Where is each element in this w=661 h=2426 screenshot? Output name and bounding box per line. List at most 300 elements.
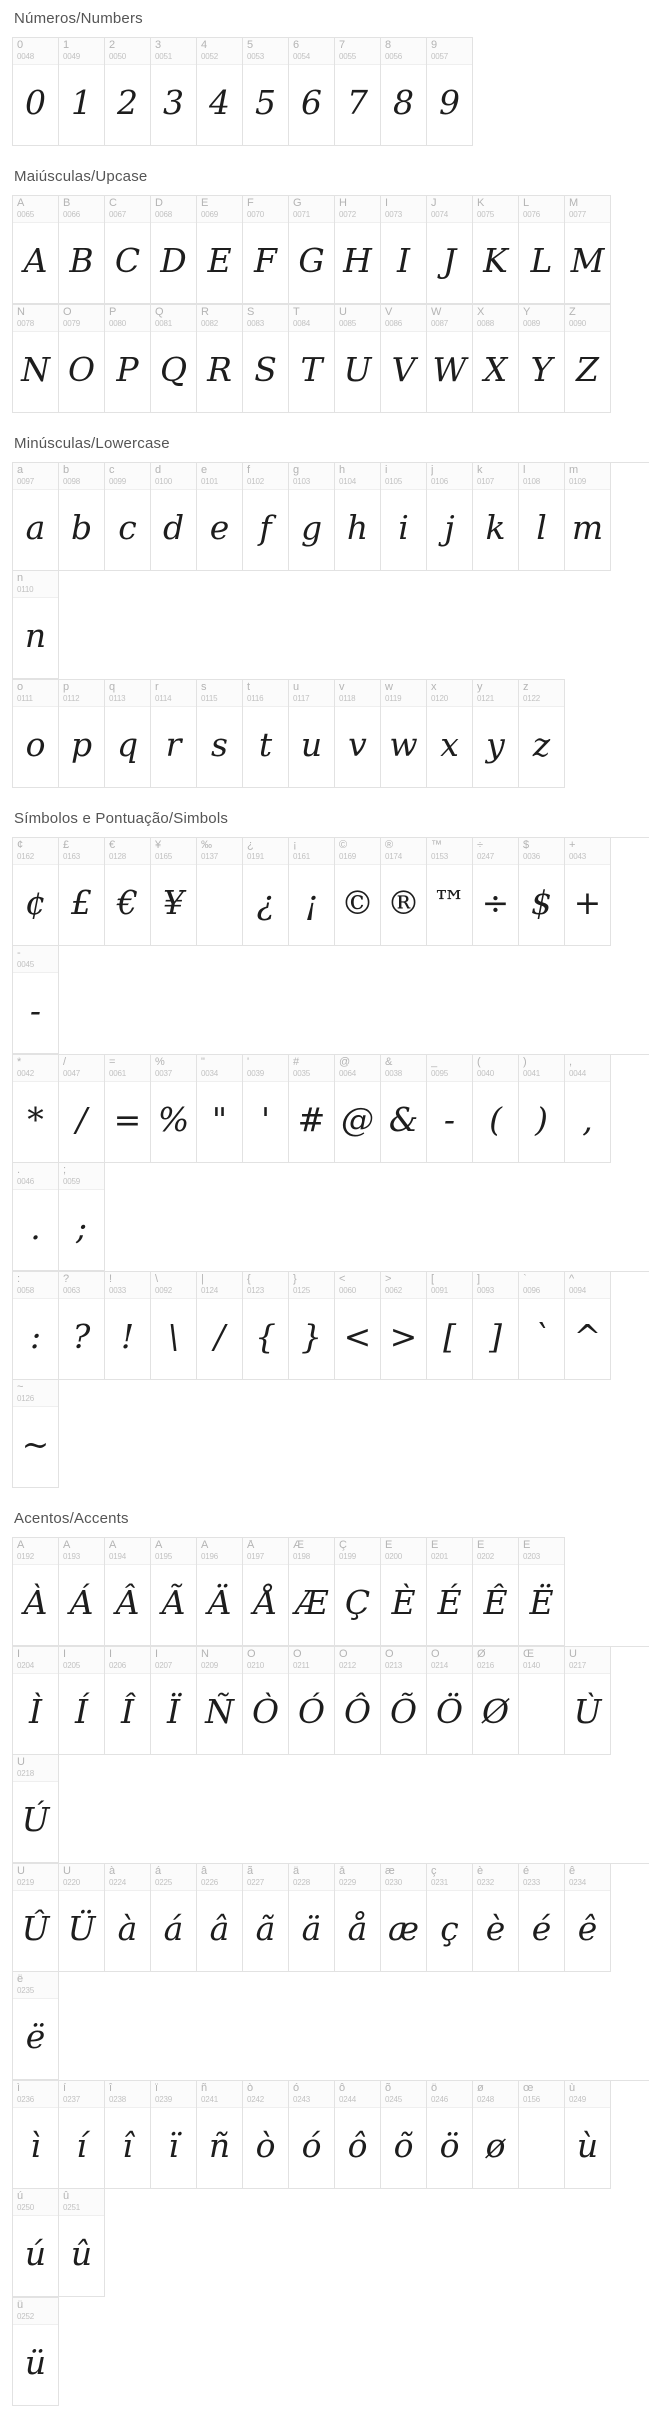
glyph-cell[interactable] (13, 2189, 59, 2297)
glyph-cell[interactable] (335, 38, 381, 146)
glyph-cell[interactable] (105, 838, 151, 946)
glyph-cell[interactable] (13, 1272, 59, 1380)
glyph-cell[interactable] (243, 38, 289, 146)
glyph-char-code: 0140 (523, 1661, 540, 1670)
glyph-cell[interactable] (197, 2081, 243, 2189)
glyph-cell[interactable] (565, 463, 611, 571)
glyph-section (12, 810, 649, 1488)
glyph-preview: Q (159, 349, 188, 389)
glyph-cell[interactable] (197, 38, 243, 146)
glyph-cell[interactable] (565, 1272, 611, 1380)
glyph-cell-header (289, 680, 334, 707)
glyph-char-code: 0236 (17, 2095, 34, 2104)
glyph-cell[interactable] (473, 2081, 519, 2189)
glyph-cell[interactable] (427, 1538, 473, 1646)
glyph-cell-header (289, 196, 334, 223)
glyph-cell[interactable] (243, 2081, 289, 2189)
glyph-cell[interactable] (105, 1272, 151, 1380)
glyph-cell[interactable] (427, 680, 473, 788)
glyph-cell[interactable] (197, 1272, 243, 1380)
glyph-preview: < (343, 1316, 372, 1356)
glyph-char-label: ç (431, 1866, 437, 1877)
glyph-cell[interactable] (427, 196, 473, 304)
glyph-char-label: è (477, 1866, 484, 1877)
glyph-cell[interactable] (519, 463, 565, 571)
glyph-cell[interactable] (381, 1647, 427, 1755)
glyph-preview: W (432, 349, 467, 389)
glyph-cell[interactable] (13, 2081, 59, 2189)
glyph-cell[interactable] (151, 838, 197, 946)
glyph-cell[interactable] (473, 838, 519, 946)
glyph-char-code: 0097 (17, 477, 34, 486)
glyph-char-label: T (293, 307, 300, 318)
glyph-cell[interactable] (243, 1864, 289, 1972)
glyph-cell[interactable] (59, 1272, 105, 1380)
glyph-preview: f (259, 507, 272, 547)
glyph-char-code: 0246 (431, 2095, 448, 2104)
glyph-cell-header (289, 838, 334, 865)
glyph-cell[interactable] (105, 680, 151, 788)
glyph-cell[interactable] (13, 1972, 59, 2080)
section-title: Acentos/Accents (14, 1510, 129, 1527)
glyph-char-label: 3 (155, 40, 162, 51)
glyph-preview: Â (115, 1582, 140, 1622)
glyph-cell[interactable] (427, 1647, 473, 1755)
glyph-cell-header (473, 305, 518, 332)
glyph-cell[interactable] (59, 196, 105, 304)
glyph-cell[interactable] (335, 196, 381, 304)
glyph-preview: + (573, 882, 602, 922)
glyph-preview: U (343, 349, 372, 389)
glyph-cell[interactable] (335, 463, 381, 571)
glyph-char-label: h (339, 465, 346, 476)
glyph-cell[interactable] (289, 38, 335, 146)
glyph-char-label: Y (523, 307, 531, 318)
glyph-cell[interactable] (289, 305, 335, 413)
glyph-cell[interactable] (105, 38, 151, 146)
glyph-cell[interactable] (519, 1272, 565, 1380)
glyph-cell[interactable] (13, 196, 59, 304)
glyph-preview: x (440, 724, 459, 764)
glyph-cell[interactable] (473, 1647, 519, 1755)
glyph-cell[interactable] (243, 463, 289, 571)
glyph-char-code: 0198 (293, 1552, 310, 1561)
glyph-preview: © (341, 882, 374, 922)
glyph-cell[interactable] (197, 680, 243, 788)
glyph-preview: H (343, 240, 372, 280)
glyph-cell[interactable] (243, 1055, 289, 1163)
glyph-char-code: 0109 (569, 477, 586, 486)
glyph-cell-header (197, 2081, 242, 2108)
glyph-char-label: @ (339, 1057, 351, 1068)
glyph-cell[interactable] (105, 1647, 151, 1755)
glyph-cell-header (59, 680, 104, 707)
glyph-char-label: Ó (293, 1649, 302, 1660)
glyph-char-label: ' (247, 1057, 250, 1068)
glyph-char-code: 0117 (293, 694, 310, 703)
glyph-cell[interactable] (381, 1055, 427, 1163)
glyph-cell[interactable] (59, 838, 105, 946)
glyph-cell-header (105, 463, 150, 490)
glyph-preview: E (207, 240, 232, 280)
glyph-cell[interactable] (105, 196, 151, 304)
glyph-cell[interactable] (243, 305, 289, 413)
glyph-cell[interactable] (13, 1864, 59, 1972)
glyph-cell[interactable] (59, 2081, 105, 2189)
glyph-char-label: Ê (477, 1540, 485, 1551)
glyph-cell[interactable] (13, 305, 59, 413)
glyph-char-code: 0124 (201, 1286, 218, 1295)
glyph-cell[interactable] (473, 1538, 519, 1646)
glyph-char-code: 0056 (385, 52, 402, 61)
glyph-char-label: > (385, 1274, 392, 1285)
glyph-cell[interactable] (59, 2189, 105, 2297)
glyph-cell[interactable] (519, 196, 565, 304)
glyph-char-code: 0104 (339, 477, 356, 486)
glyph-cell-header (197, 1647, 242, 1674)
glyph-cell-header (197, 196, 242, 223)
glyph-cell[interactable] (13, 946, 59, 1054)
glyph-cell[interactable] (473, 680, 519, 788)
glyph-cell[interactable] (105, 1055, 151, 1163)
glyph-cell[interactable] (519, 838, 565, 946)
glyph-cell-header (427, 1538, 472, 1565)
glyph-cell[interactable] (13, 1055, 59, 1163)
glyph-cell-header (473, 1272, 518, 1299)
glyph-cell[interactable] (59, 1538, 105, 1646)
glyph-cell[interactable] (289, 1864, 335, 1972)
glyph-char-code: 0126 (17, 1394, 34, 1403)
glyph-cell[interactable] (335, 1538, 381, 1646)
glyph-cell[interactable] (59, 463, 105, 571)
glyph-preview: é (531, 1908, 552, 1948)
glyph-cell[interactable] (289, 2081, 335, 2189)
glyph-cell[interactable] (381, 305, 427, 413)
glyph-char-code: 0065 (17, 210, 34, 219)
glyph-cell[interactable] (289, 463, 335, 571)
glyph-cell-header (105, 838, 150, 865)
glyph-cell[interactable] (427, 2081, 473, 2189)
glyph-cell[interactable] (473, 1055, 519, 1163)
glyph-char-code: 0039 (247, 1069, 264, 1078)
glyph-cell[interactable] (565, 1647, 611, 1755)
glyph-cell[interactable] (243, 196, 289, 304)
glyph-cell[interactable] (105, 463, 151, 571)
glyph-cell[interactable] (473, 1272, 519, 1380)
glyph-char-label: í (63, 2083, 67, 2094)
glyph-char-code: 0169 (339, 852, 356, 861)
glyph-preview: Î (120, 1691, 135, 1731)
glyph-cell[interactable] (289, 196, 335, 304)
glyph-char-label: N (17, 307, 25, 318)
glyph-char-label: b (63, 465, 70, 476)
glyph-cell[interactable] (427, 463, 473, 571)
glyph-preview: Ì (28, 1691, 43, 1731)
glyph-char-code: 0107 (477, 477, 494, 486)
glyph-cell[interactable] (381, 1538, 427, 1646)
glyph-preview: à (117, 1908, 138, 1948)
glyph-char-label: d (155, 465, 162, 476)
glyph-char-label: f (247, 465, 251, 476)
glyph-cell[interactable] (59, 1163, 105, 1271)
glyph-cell[interactable] (289, 1538, 335, 1646)
glyph-preview: J (442, 240, 457, 280)
glyph-cell-header (243, 2081, 288, 2108)
glyph-char-code: 0203 (523, 1552, 540, 1561)
glyph-cell[interactable] (59, 1864, 105, 1972)
glyph-cell[interactable] (13, 1755, 59, 1863)
glyph-cell-header (13, 1755, 58, 1782)
glyph-cell[interactable] (473, 463, 519, 571)
glyph-cell[interactable] (289, 680, 335, 788)
glyph-cell-header (519, 1647, 564, 1674)
glyph-cell-header (381, 463, 426, 490)
glyph-cell-header (289, 1647, 334, 1674)
glyph-cell[interactable] (427, 1272, 473, 1380)
glyph-cell[interactable] (151, 1647, 197, 1755)
glyph-cell[interactable] (13, 1538, 59, 1646)
glyph-cell[interactable] (13, 1647, 59, 1755)
glyph-cell[interactable] (335, 838, 381, 946)
glyph-cell-header (473, 1055, 518, 1082)
glyph-cell[interactable] (381, 2081, 427, 2189)
glyph-cell[interactable] (519, 1864, 565, 1972)
glyph-cell-header (473, 463, 518, 490)
glyph-char-label: a (17, 465, 24, 476)
glyph-cell[interactable] (105, 305, 151, 413)
glyph-char-code: 0216 (477, 1661, 494, 1670)
glyph-char-code: 0162 (17, 852, 34, 861)
glyph-cell[interactable] (151, 1864, 197, 1972)
glyph-char-code: 0098 (63, 477, 80, 486)
glyph-cell[interactable] (381, 838, 427, 946)
section-title: Números/Numbers (14, 10, 143, 27)
glyph-char-code: 0125 (293, 1286, 310, 1295)
glyph-char-label: ¥ (155, 840, 162, 851)
glyph-preview: è (485, 1908, 506, 1948)
glyph-char-code: 0103 (293, 477, 310, 486)
glyph-cell[interactable] (197, 1647, 243, 1755)
glyph-cell[interactable] (151, 196, 197, 304)
glyph-cell[interactable] (519, 680, 565, 788)
glyph-cell[interactable] (59, 38, 105, 146)
glyph-cell[interactable] (105, 1538, 151, 1646)
glyph-preview: 8 (393, 82, 414, 122)
glyph-preview: m (571, 507, 604, 547)
glyph-char-code: 0085 (339, 319, 356, 328)
glyph-cell[interactable] (197, 1538, 243, 1646)
glyph-preview: i (398, 507, 409, 547)
glyph-cell-header (243, 838, 288, 865)
glyph-cell-header (59, 2081, 104, 2108)
glyph-cell[interactable] (335, 1647, 381, 1755)
glyph-cell[interactable] (473, 1864, 519, 1972)
glyph-char-code: 0044 (569, 1069, 586, 1078)
glyph-cell[interactable] (151, 1055, 197, 1163)
glyph-cell-header (151, 838, 196, 865)
glyph-char-code: 0088 (477, 319, 494, 328)
glyph-cell[interactable] (565, 838, 611, 946)
glyph-cell[interactable] (335, 2081, 381, 2189)
glyph-cell[interactable] (197, 305, 243, 413)
glyph-preview: \ (167, 1316, 180, 1356)
glyph-cell-header (427, 305, 472, 332)
glyph-char-code: 0083 (247, 319, 264, 328)
glyph-cell-header (289, 1538, 334, 1565)
glyph-preview: á (163, 1908, 184, 1948)
glyph-cell[interactable] (13, 463, 59, 571)
glyph-cell[interactable] (243, 1272, 289, 1380)
glyph-char-label: O (63, 307, 72, 318)
glyph-cell[interactable] (59, 680, 105, 788)
glyph-cell-header (289, 1055, 334, 1082)
glyph-char-code: 0076 (523, 210, 540, 219)
glyph-cell[interactable] (105, 1864, 151, 1972)
glyph-row (12, 195, 611, 304)
glyph-cell[interactable] (381, 196, 427, 304)
glyph-cell[interactable] (243, 1538, 289, 1646)
glyph-cell[interactable] (335, 305, 381, 413)
glyph-preview: ™ (433, 882, 466, 922)
glyph-cell[interactable] (519, 1538, 565, 1646)
glyph-char-code: 0207 (155, 1661, 172, 1670)
glyph-char-label: , (569, 1057, 573, 1068)
glyph-cell-header (473, 1647, 518, 1674)
glyph-char-label: Í (63, 1649, 67, 1660)
glyph-char-code: 0250 (17, 2203, 34, 2212)
glyph-cell[interactable] (565, 196, 611, 304)
glyph-cell[interactable] (519, 1055, 565, 1163)
glyph-cell[interactable] (381, 38, 427, 146)
glyph-cell[interactable] (289, 1272, 335, 1380)
glyph-cell[interactable] (473, 196, 519, 304)
glyph-char-code: 0053 (247, 52, 264, 61)
glyph-cell[interactable] (13, 2298, 59, 2406)
glyph-preview: s (211, 724, 228, 764)
glyph-cell[interactable] (565, 1864, 611, 1972)
glyph-preview: ì (30, 2125, 41, 2165)
glyph-char-code: 0153 (431, 852, 448, 861)
glyph-cell[interactable] (381, 1864, 427, 1972)
glyph-cell[interactable] (151, 463, 197, 571)
glyph-cell[interactable] (197, 838, 243, 946)
glyph-char-label: E (201, 198, 209, 209)
glyph-preview (519, 1674, 564, 1754)
glyph-cell[interactable] (565, 305, 611, 413)
glyph-cell[interactable] (243, 680, 289, 788)
glyph-cell[interactable] (197, 1864, 243, 1972)
glyph-cell[interactable] (13, 571, 59, 679)
glyph-cell[interactable] (197, 196, 243, 304)
glyph-cell-header (519, 2081, 564, 2108)
glyph-cell[interactable] (335, 680, 381, 788)
glyph-cell-header (13, 946, 58, 973)
glyph-char-code: 0046 (17, 1177, 34, 1186)
glyph-cell-header (59, 196, 104, 223)
glyph-cell[interactable] (289, 838, 335, 946)
glyph-cell[interactable] (59, 1055, 105, 1163)
glyph-preview: - (29, 990, 42, 1030)
glyph-char-code: 0049 (63, 52, 80, 61)
glyph-cell-header (519, 463, 564, 490)
glyph-cell[interactable] (151, 680, 197, 788)
glyph-cell[interactable] (427, 305, 473, 413)
glyph-cell-header (427, 38, 472, 65)
glyph-cell[interactable] (59, 305, 105, 413)
glyph-cell[interactable] (151, 1272, 197, 1380)
glyph-cell-header (151, 1538, 196, 1565)
glyph-cell[interactable] (243, 838, 289, 946)
glyph-char-label: 8 (385, 40, 392, 51)
glyph-cell[interactable] (335, 1272, 381, 1380)
glyph-char-code: 0200 (385, 1552, 402, 1561)
glyph-cell[interactable] (151, 1538, 197, 1646)
glyph-char-label: ; (63, 1165, 67, 1176)
glyph-cell[interactable] (427, 38, 473, 146)
glyph-char-code: 0063 (63, 1286, 80, 1295)
glyph-char-label: 4 (201, 40, 208, 51)
glyph-char-code: 0239 (155, 2095, 172, 2104)
glyph-cell[interactable] (427, 1864, 473, 1972)
glyph-specimen-page (0, 10, 661, 2406)
glyph-cell[interactable] (13, 1380, 59, 1488)
glyph-cell[interactable] (519, 1647, 565, 1755)
glyph-cell[interactable] (59, 1647, 105, 1755)
glyph-cell[interactable] (151, 305, 197, 413)
glyph-char-label: Q (155, 307, 164, 318)
glyph-preview: ë (25, 2016, 46, 2056)
glyph-char-label: { (247, 1274, 251, 1285)
glyph-cell[interactable] (197, 1055, 243, 1163)
glyph-cell[interactable] (13, 38, 59, 146)
glyph-cell[interactable] (427, 1055, 473, 1163)
glyph-cell[interactable] (565, 1055, 611, 1163)
glyph-char-label: ì (17, 2083, 21, 2094)
glyph-cell[interactable] (381, 1272, 427, 1380)
glyph-cell[interactable] (13, 680, 59, 788)
glyph-preview: F (254, 240, 277, 280)
glyph-preview: À (23, 1582, 48, 1622)
glyph-cell[interactable] (289, 1647, 335, 1755)
glyph-cell[interactable] (519, 305, 565, 413)
glyph-cell-header (289, 463, 334, 490)
glyph-cell[interactable] (519, 2081, 565, 2189)
glyph-cell[interactable] (105, 2081, 151, 2189)
glyph-preview: / (75, 1099, 88, 1139)
glyph-char-label: Û (17, 1866, 25, 1877)
glyph-cell[interactable] (243, 1647, 289, 1755)
glyph-preview: G (298, 240, 325, 280)
glyph-cell[interactable] (151, 38, 197, 146)
glyph-cell[interactable] (473, 305, 519, 413)
glyph-preview: 1 (71, 82, 92, 122)
glyph-cell[interactable] (565, 2081, 611, 2189)
glyph-cell[interactable] (381, 463, 427, 571)
glyph-cell[interactable] (151, 2081, 197, 2189)
glyph-cell[interactable] (13, 1163, 59, 1271)
glyph-preview: I (396, 240, 411, 280)
glyph-char-label: ë (17, 1974, 24, 1985)
glyph-cell[interactable] (289, 1055, 335, 1163)
glyph-cell[interactable] (197, 463, 243, 571)
glyph-cell[interactable] (13, 838, 59, 946)
glyph-cell[interactable] (427, 838, 473, 946)
glyph-cell[interactable] (335, 1864, 381, 1972)
glyph-cell[interactable] (381, 680, 427, 788)
glyph-cell[interactable] (335, 1055, 381, 1163)
glyph-cell-header (427, 1055, 472, 1082)
section-title: Minúsculas/Lowercase (14, 435, 170, 452)
